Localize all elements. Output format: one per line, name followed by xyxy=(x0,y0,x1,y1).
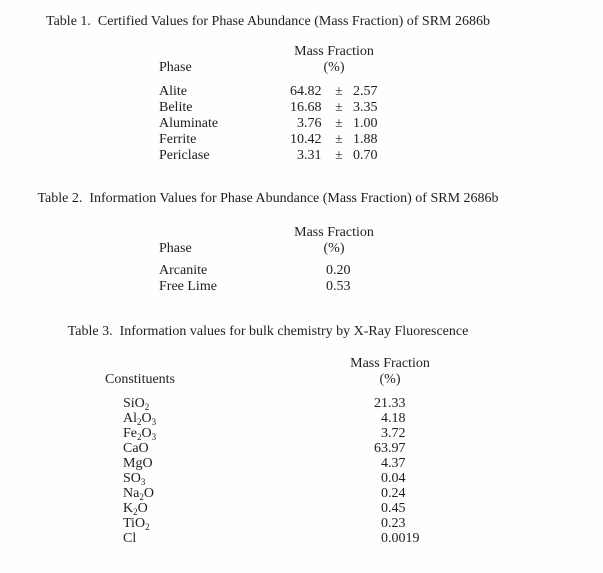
table-row xyxy=(0,411,603,426)
table-row xyxy=(0,531,603,546)
row-value-fraction: .37 xyxy=(388,456,406,471)
row-value-fraction: .82 xyxy=(304,84,322,99)
formula-subscript: 2 xyxy=(145,522,150,532)
row-value-integer: 64 xyxy=(290,84,304,99)
row-label: Ferrite xyxy=(159,132,197,147)
formula-subscript: 2 xyxy=(139,492,144,502)
table-row xyxy=(0,501,603,516)
row-value-integer: 3 xyxy=(297,148,304,163)
table-row xyxy=(0,84,603,100)
table2-col2-header-line1: Mass Fraction xyxy=(294,225,374,240)
row-uncertainty: 0.70 xyxy=(353,148,378,163)
table1-col1-header: Phase xyxy=(159,60,192,75)
row-value-fraction: .76 xyxy=(304,116,322,131)
row-value-integer: 0 xyxy=(381,501,388,516)
row-value-fraction: .33 xyxy=(388,396,406,411)
table3-section xyxy=(0,324,603,546)
row-label: MgO xyxy=(123,456,153,471)
table-row xyxy=(0,100,603,116)
table3-col2-header-line2: (%) xyxy=(379,372,401,387)
plus-minus-symbol: ± xyxy=(335,132,343,147)
table-row xyxy=(0,471,603,486)
row-value-integer: 10 xyxy=(290,132,304,147)
row-value-fraction: .31 xyxy=(304,148,322,163)
row-label: Arcanite xyxy=(159,263,208,278)
table3-rows xyxy=(0,396,603,546)
table1-col2-header-line1: Mass Fraction xyxy=(294,44,374,59)
table1-col2-header-line2: (%) xyxy=(323,60,345,75)
row-label: Periclase xyxy=(159,148,210,163)
row-value-fraction: .45 xyxy=(388,501,406,516)
row-label: $Al_2O_3$ xyxy=(123,411,157,427)
row-value-fraction: .18 xyxy=(388,411,406,426)
formula-subscript: 3 xyxy=(140,477,146,487)
formula-subscript: 2 xyxy=(137,432,142,442)
row-value-fraction: .53 xyxy=(333,279,351,294)
formula-subscript: 2 xyxy=(133,507,138,517)
row-label: Alite xyxy=(159,84,187,99)
row-uncertainty: 1.88 xyxy=(353,132,378,147)
table1-section xyxy=(0,14,603,164)
row-value-fraction: .20 xyxy=(333,263,351,278)
row-value-fraction: .72 xyxy=(388,426,406,441)
plus-minus-symbol: ± xyxy=(335,116,343,131)
row-label: SiO$_2$ xyxy=(123,396,150,412)
row-value-fraction: .42 xyxy=(304,132,322,147)
plus-minus-symbol: ± xyxy=(335,148,343,163)
row-value-fraction: .04 xyxy=(388,471,406,486)
row-value-fraction: .97 xyxy=(388,441,406,456)
table-row xyxy=(0,148,603,164)
row-value-fraction: .23 xyxy=(388,516,406,531)
table-row xyxy=(0,441,603,456)
row-value-integer: 63 xyxy=(374,441,388,456)
row-label: TiO$_2$ xyxy=(123,516,150,532)
row-label: $Fe_2O_3$ xyxy=(123,426,157,442)
row-label: $K_2O$ xyxy=(123,501,148,517)
row-label: Free Lime xyxy=(159,279,217,294)
table2-col1-header: Phase xyxy=(159,241,192,256)
row-value-integer: 4 xyxy=(381,456,388,471)
row-value-integer: 0 xyxy=(326,279,333,294)
row-uncertainty: 2.57 xyxy=(353,84,378,99)
formula-subscript: 3 xyxy=(151,417,157,427)
plus-minus-symbol: ± xyxy=(335,84,343,99)
row-value-fraction: .0019 xyxy=(388,531,420,546)
table2-col2-header-line2: (%) xyxy=(323,241,345,256)
row-label: Aluminate xyxy=(159,116,219,131)
table-row xyxy=(0,486,603,501)
row-value-integer: 0 xyxy=(381,471,388,486)
row-label: Belite xyxy=(159,100,193,115)
plus-minus-symbol: ± xyxy=(335,100,343,115)
row-uncertainty: 1.00 xyxy=(353,116,378,131)
table1-rows xyxy=(0,84,603,164)
row-uncertainty: 3.35 xyxy=(353,100,378,115)
table-row xyxy=(0,426,603,441)
row-label: $Na_2O$ xyxy=(123,486,154,502)
table-row xyxy=(0,116,603,132)
table2-rows xyxy=(0,263,603,295)
row-value-fraction: .68 xyxy=(304,100,322,115)
row-label: Cl xyxy=(123,531,137,546)
formula-subscript: 2 xyxy=(137,417,142,427)
formula-subscript: 3 xyxy=(151,432,157,442)
table3-header xyxy=(0,356,603,388)
table3-col1-header: Constituents xyxy=(105,372,176,387)
row-value-integer: 0 xyxy=(326,263,333,278)
row-value-integer: 21 xyxy=(374,396,388,411)
table-row xyxy=(0,456,603,471)
row-value-fraction: .24 xyxy=(388,486,406,501)
table2-title: Table 2. Information Values for Phase Abundance (Mass Fraction) of SRM 2686b xyxy=(37,191,499,206)
table3-col2-header-line1: Mass Fraction xyxy=(350,356,430,371)
table1-header xyxy=(0,44,603,76)
row-value-integer: 0 xyxy=(381,516,388,531)
table-row xyxy=(0,516,603,531)
table2-section xyxy=(0,191,603,295)
table3-title: Table 3. Information values for bulk chemistry by X-Ray Fluorescence xyxy=(67,324,469,339)
table-row xyxy=(0,279,603,295)
row-label: CaO xyxy=(123,441,149,456)
row-value-integer: 3 xyxy=(297,116,304,131)
row-value-integer: 3 xyxy=(381,426,388,441)
table-row xyxy=(0,132,603,148)
table1-title: Table 1. Certified Values for Phase Abundance (Mass Fraction) of SRM 2686b xyxy=(46,14,490,29)
formula-subscript: 2 xyxy=(144,402,150,412)
row-label: $SO_3$ xyxy=(123,471,146,487)
row-value-integer: 16 xyxy=(290,100,304,115)
table-row xyxy=(0,396,603,411)
table2-header xyxy=(0,225,603,257)
row-value-integer: 0 xyxy=(381,486,388,501)
row-value-integer: 4 xyxy=(381,411,388,426)
table-row xyxy=(0,263,603,279)
row-value-integer: 0 xyxy=(381,531,388,546)
